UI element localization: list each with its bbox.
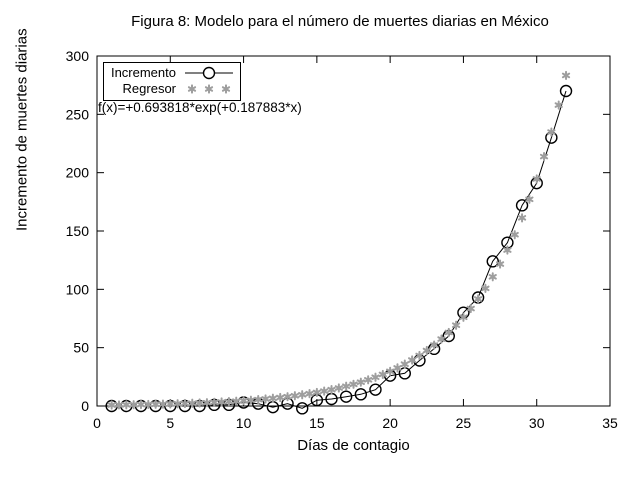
regressor-asterisk [519, 214, 525, 221]
y-tick-label: 150 [65, 223, 89, 239]
x-tick-label: 35 [602, 415, 618, 431]
y-tick-label: 100 [65, 281, 89, 298]
chart-title: Figura 8: Modelo para el número de muertes diarias en México [131, 13, 549, 30]
x-tick-label: 25 [455, 415, 472, 431]
y-tick-label: 0 [81, 398, 89, 414]
legend-label-incremento: Incremento [110, 65, 176, 80]
regressor-asterisk [277, 394, 283, 401]
regressor-asterisk [358, 379, 364, 386]
regressor-asterisk [306, 390, 312, 397]
regressor-asterisk [299, 391, 305, 398]
regressor-asterisk [490, 273, 496, 280]
y-tick-label: 50 [73, 339, 89, 356]
regressor-asterisk [402, 361, 408, 368]
x-tick-label: 0 [93, 415, 101, 431]
y-tick-label: 250 [65, 106, 89, 123]
regressor-asterisk [270, 395, 276, 402]
x-tick-label: 5 [166, 415, 175, 431]
regressor-asterisk [109, 401, 115, 408]
regressor-asterisk [328, 386, 334, 393]
x-tick-label: 10 [235, 415, 252, 431]
regressor-asterisk [350, 381, 356, 388]
line-circle-marker-icon [184, 66, 234, 80]
regressor-asterisk [343, 383, 349, 390]
regressor-asterisk [431, 341, 437, 348]
regressor-asterisk [365, 376, 371, 383]
regressor-asterisk [372, 374, 378, 381]
asterisk-marker-icon [184, 82, 234, 96]
series-incremento [106, 86, 571, 414]
model-formula-label: f(x)=+0.693818*exp(+0.187883*x) [98, 100, 302, 115]
regressor-asterisk [123, 401, 129, 408]
figure: Figura 8: Modelo para el número de muertes diarias en México 0 5 10 15 20 25 30 35 0 50 100 150 200 250 300 Incremento de muertes diarias Días de contagio Incremento Regresor f(x)=+0.693818*exp(+0.187883*x) [0, 0, 640, 480]
x-tick-label: 20 [382, 415, 398, 431]
regressor-asterisk [138, 401, 144, 408]
regressor-asterisk [336, 384, 342, 391]
x-axis-label: Días de contagio [297, 437, 410, 454]
x-tick-label: 15 [309, 415, 325, 431]
regressor-asterisk [475, 295, 481, 302]
regressor-asterisk [321, 388, 327, 395]
x-tick-label: 30 [528, 415, 545, 431]
y-tick-label: 200 [65, 164, 89, 181]
data-point-circle [561, 86, 572, 97]
regressor-asterisk [512, 231, 518, 238]
regressor-asterisk [292, 392, 298, 399]
y-tick-label: 300 [65, 48, 89, 64]
legend-item-incremento [108, 65, 234, 81]
legend-item-regresor [108, 81, 234, 97]
series-regresor [109, 72, 570, 409]
legend [103, 62, 241, 101]
regressor-asterisk [563, 72, 569, 79]
regressor-asterisk [255, 396, 261, 403]
regressor-asterisk [153, 401, 159, 408]
legend-label-regresor: Regresor [122, 81, 176, 96]
